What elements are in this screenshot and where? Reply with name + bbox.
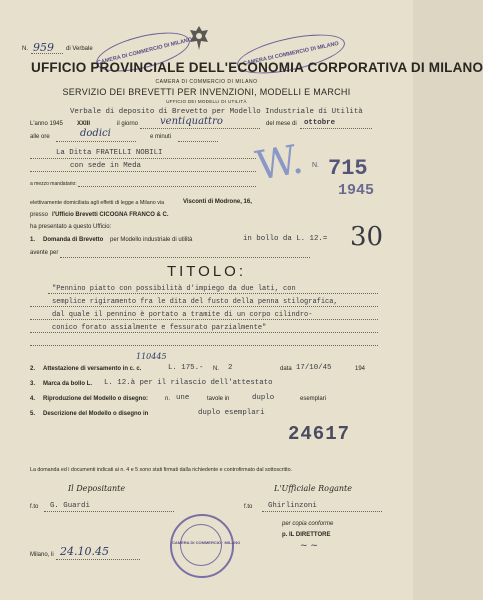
director-signature: ~ ~ [300, 541, 318, 551]
verbale-number: 959 [33, 41, 54, 54]
milano-label: Milano, li [30, 552, 54, 558]
era-value: XXIII [77, 121, 91, 127]
item2-number: 2. [30, 366, 36, 372]
org-line-2: CAMERA DI COMMERCIO DI MILANO [155, 79, 258, 85]
item2-label: Attestazione di versamento in c. c. [43, 366, 142, 372]
item1-label: Domanda di Brevetto [43, 237, 104, 243]
item2-hand-note: 110445 [136, 352, 167, 361]
applicant-seat: con sede in Meda [70, 162, 141, 170]
org-line-3: SERVIZIO DEI BREVETTI PER INVENZIONI, MODELLI E MARCHI [62, 87, 351, 97]
fto2-label: f.to [244, 504, 253, 510]
item5-number: 5. [30, 411, 36, 417]
fto1-value: G. Guardi [50, 502, 90, 510]
margin-scribble: 30 [350, 222, 384, 252]
reg-number: 715 [328, 156, 368, 181]
item2-n-label: N. [213, 366, 219, 372]
giorno-value: ventiquattro [160, 116, 223, 127]
item3-number: 3. [30, 381, 36, 387]
domicile-label: elettivamente domiciliata agli effetti di legge a Milano via [30, 200, 165, 206]
item2-date-label: data [280, 366, 292, 372]
item3-label: Marca da bollo L. [43, 381, 93, 387]
item4-value: une [176, 394, 190, 402]
footer-note: La domanda ed i documenti indicati ai n. 4 e 5 sono stati firmati dalla richiedente e controfirmato dal sottoscritto. [30, 467, 293, 473]
copia-label: per copia conforme [282, 521, 334, 527]
item1-number: 1. [30, 237, 36, 243]
verbale-title: Verbale di deposito di Brevetto per Modello Industriale di Utilità [70, 108, 363, 116]
presentato-label: ha presentato a questo Ufficio: [30, 224, 112, 230]
round-seal-text: CAMERA DI COMMERCIO · MILANO [172, 540, 241, 545]
avente-label: avente per [30, 250, 59, 256]
applicant-name: La Ditta FRATELLI NOBILI [56, 149, 163, 157]
item4-number: 4. [30, 396, 36, 402]
titolo-line-4: conico forato assialmente e fessurato parzialmente" [52, 324, 267, 332]
item1-value: in bollo da L. 12.= [243, 235, 328, 243]
mandatario-label: a mezzo mandatario: [30, 181, 77, 187]
titolo-line-3: dal quale il pennino è portato a tramite di un corpo cilindro- [52, 311, 313, 319]
reg-year: 1945 [338, 182, 375, 199]
presso-label: presso [30, 212, 49, 218]
item2-year: 194 [355, 366, 366, 372]
org-line-4: UFFICIO DEI MODELLI DI UTILITÀ [166, 99, 247, 104]
item4-n: n. [165, 396, 171, 402]
oval-stamp-2: CAMERA DI COMMERCIO DI MILANO [234, 27, 348, 81]
round-seal [170, 514, 241, 578]
minuti-label: e minuti [150, 134, 172, 140]
item3-value: L. 12.à per il rilascio dell'attestato [104, 379, 273, 387]
reg-prefix: N. [312, 162, 319, 169]
giorno-label: il giorno [117, 121, 139, 127]
item2-amount: L. 175.- [168, 364, 204, 372]
domicile-value: Visconti di Modrone, 16, [183, 199, 252, 205]
ore-value: dodici [80, 128, 111, 139]
mese-value: ottobre [304, 119, 336, 127]
ore-label: alle ore [30, 134, 50, 140]
item1-rest: per Modello industriale di utilità [110, 237, 193, 243]
fto1-label: f.to [30, 504, 39, 510]
presso-value: l'Ufficio Brevetti CICOGNA FRANCO & C. [52, 212, 169, 218]
titolo-heading: TITOLO: [166, 263, 247, 280]
ufficiale-label: L'Ufficiale Rogante [274, 484, 352, 493]
item2-date-value: 17/10/45 [296, 364, 332, 372]
depositante-label: Il Depositante [68, 484, 126, 493]
item4-label: Riproduzione del Modello o disegno: [43, 396, 148, 402]
item4-tavole: tavole in [207, 396, 230, 402]
titolo-line-1: "Pennino piatto con possibilità d'impiego da due lati, con [52, 285, 296, 293]
fto2-value: Ghirlinzoni [268, 502, 317, 510]
direttore-label: p. IL DIRETTORE [282, 532, 331, 538]
item4-esemplari: esemplari [300, 396, 327, 402]
bottom-number-stamp: 24617 [288, 423, 351, 445]
item5-label: Descrizione del Modello o disegno in [43, 411, 149, 417]
register-label: di Verbale [66, 46, 93, 52]
oval-stamp-1: CAMERA DI COMMERCIO DI MILANO [93, 25, 194, 79]
item2-n-value: 2 [228, 364, 233, 372]
margin-w-mark: W. [252, 136, 307, 190]
number-prefix: N. [22, 46, 28, 52]
milano-date: 24.10.45 [60, 545, 109, 558]
item5-value: duplo esemplari [198, 409, 265, 417]
item4-copies: duplo [252, 394, 275, 402]
titolo-line-2: semplice rigiramento fra le dita del fusto della penna stilografica, [52, 298, 338, 306]
org-line-1: UFFICIO PROVINCIALE DELL'ECONOMIA CORPORATIVA DI MILANO [31, 60, 483, 75]
mese-label: del mese di [266, 121, 297, 127]
anno-label: L'anno 1945 [30, 121, 63, 127]
